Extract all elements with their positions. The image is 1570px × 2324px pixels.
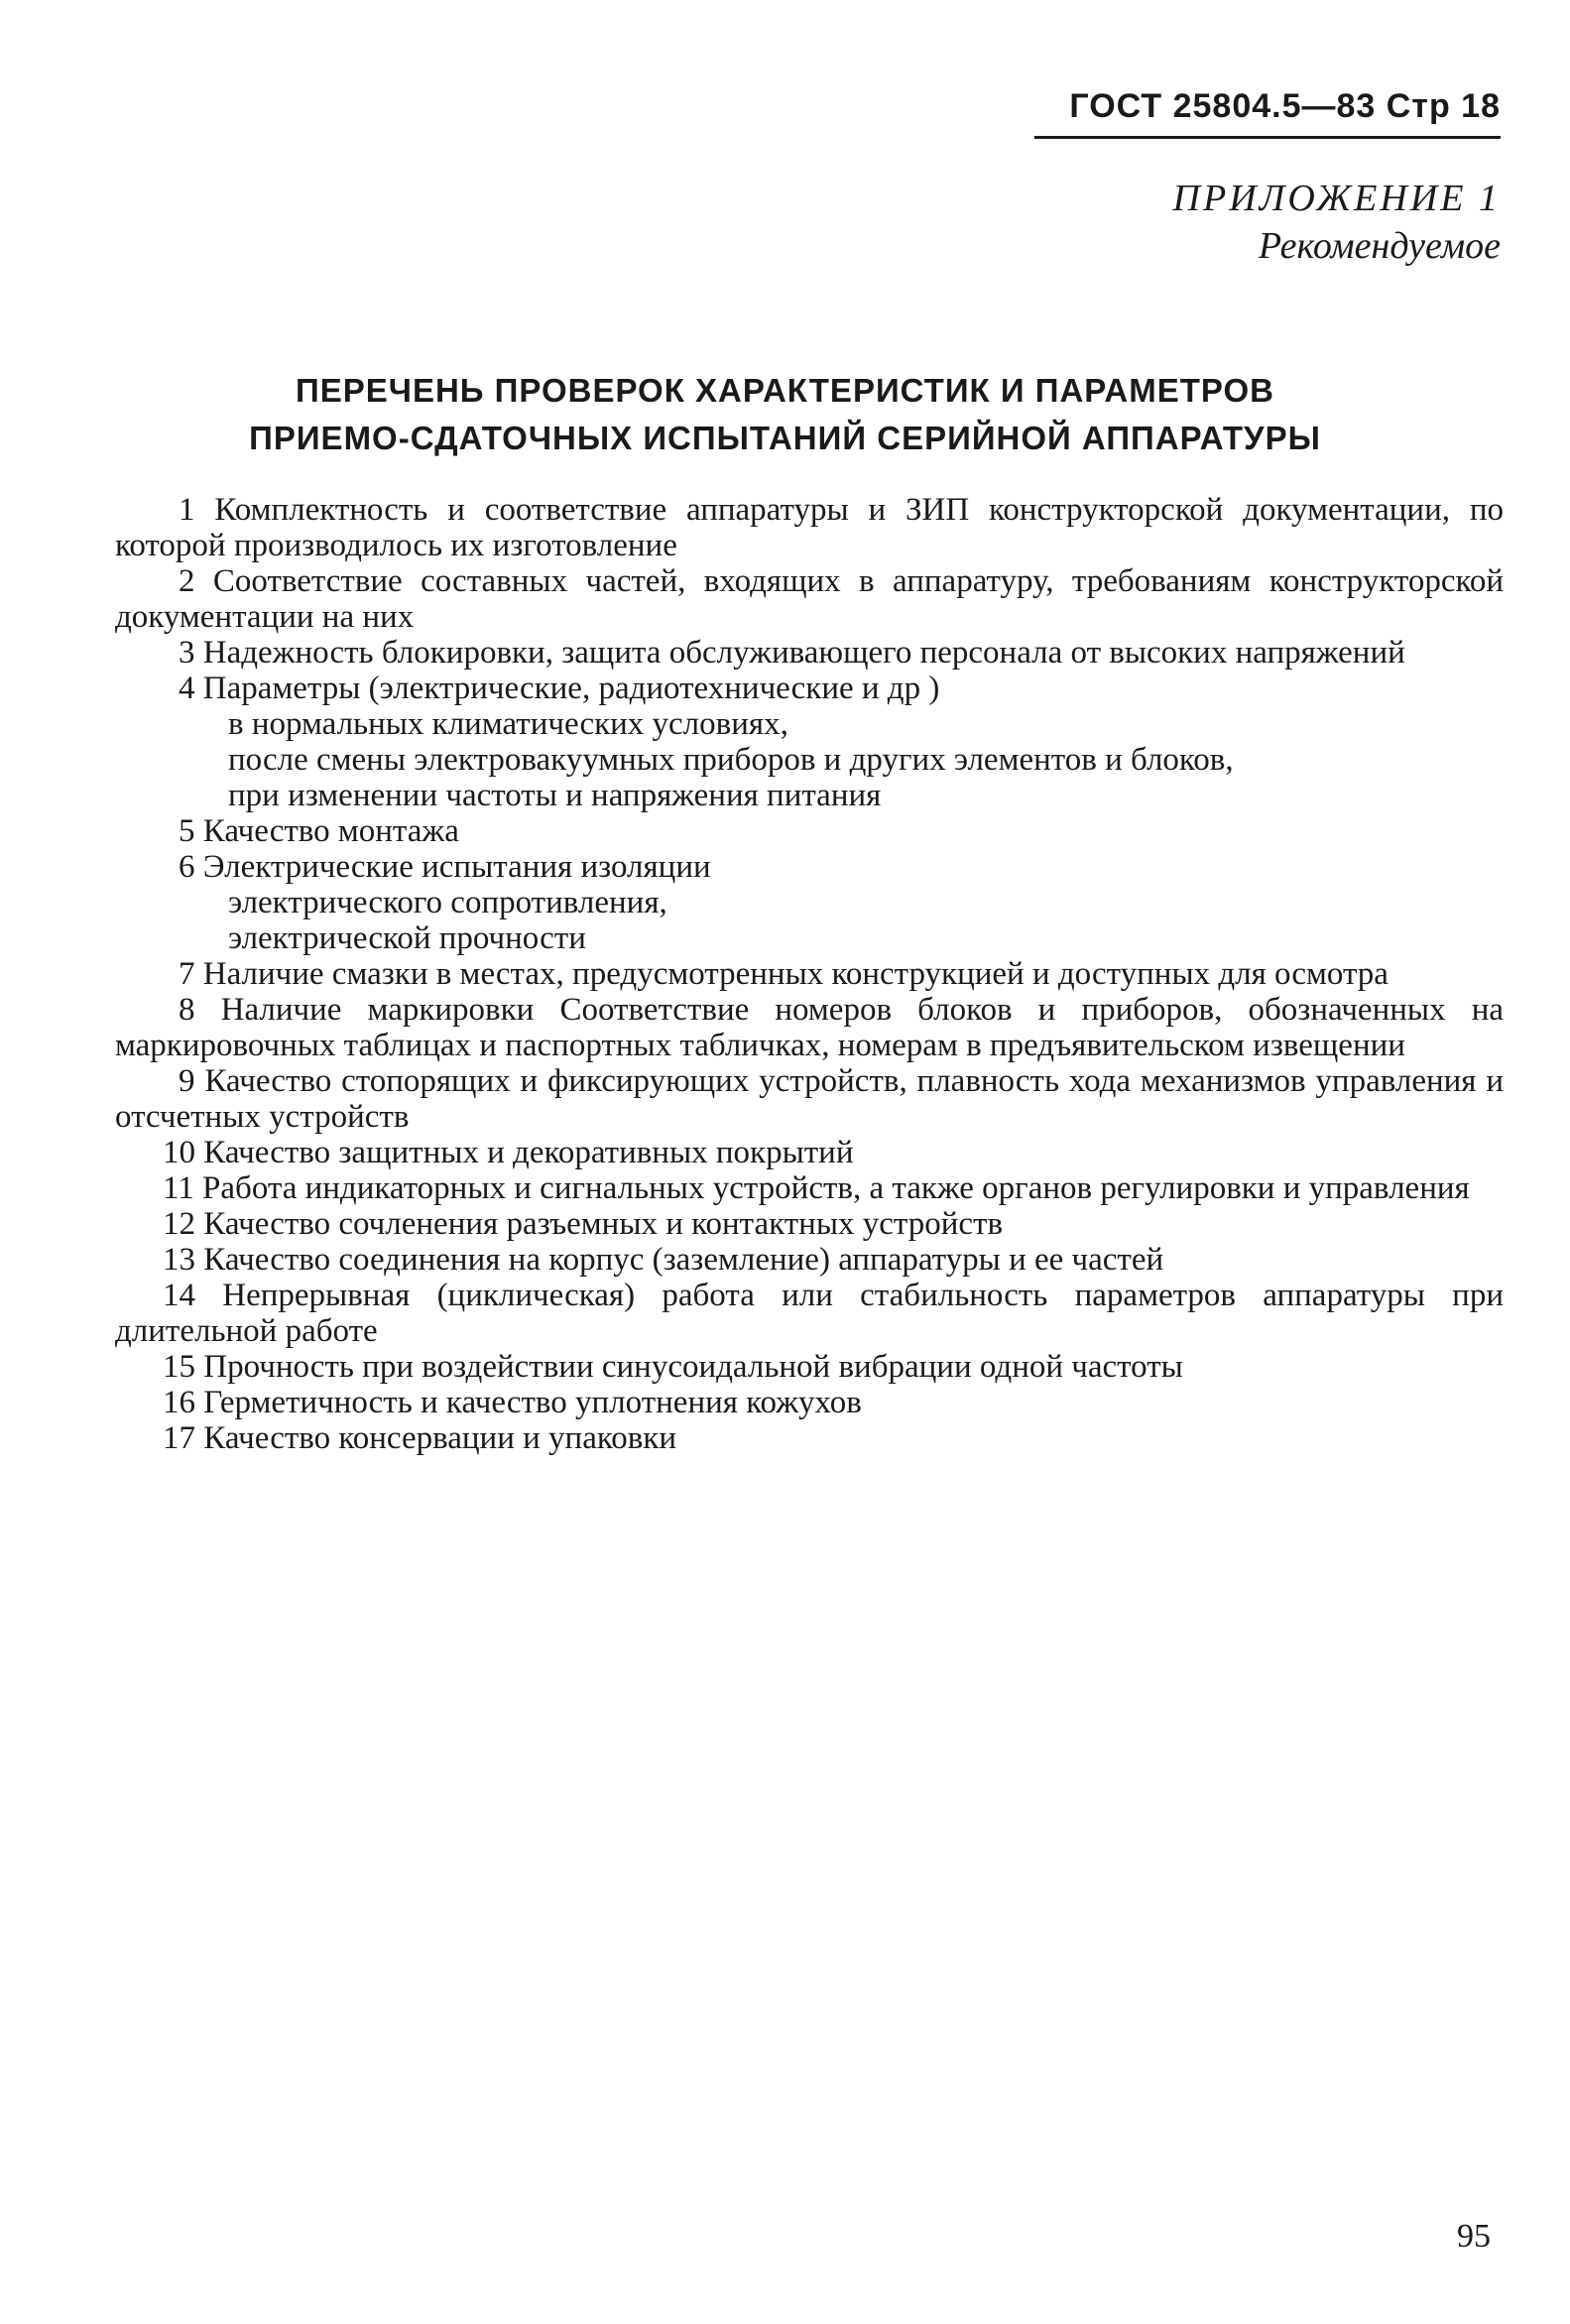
checklist-body — [115, 492, 1504, 1456]
list-item-6: 6 Электрические испытания изоляции — [179, 849, 711, 885]
title-line-2: ПРИЕМО-СДАТОЧНЫХ ИСПЫТАНИЙ СЕРИЙНОЙ АППАРАТУРЫ — [249, 420, 1321, 456]
list-item-3: 3 Надежность блокировки, защита обслуживающего персонала от высоких напряжений — [179, 635, 1405, 671]
list-item-1: 1 Комплектность и соответствие аппаратуры и ЗИП конструкторской документации, по которой производилось их изготовление — [115, 492, 1504, 563]
list-item-13: 13 Качество соединения на корпус (заземление) аппаратуры и ее частей — [163, 1242, 1164, 1278]
title-line-1: ПЕРЕЧЕНЬ ПРОВЕРОК ХАРАКТЕРИСТИК И ПАРАМЕТРОВ — [296, 372, 1274, 409]
document-title — [0, 367, 1570, 462]
list-item-9: 9 Качество стопорящих и фиксирующих устройств, плавность хода механизмов управления и отсчетных устройств — [115, 1063, 1504, 1135]
standard-reference: ГОСТ 25804.5—83 Стр 18 — [1034, 87, 1501, 139]
list-item-2: 2 Соответствие составных частей, входящих в аппаратуру, требованиям конструкторской документации на них — [115, 563, 1504, 635]
list-item-8: 8 Наличие маркировки Соответствие номеров блоков и приборов, обозначенных на маркировочных таблицах и паспортных табличках, номерам в предъявительском извещении — [115, 992, 1504, 1063]
list-item-4-sub-c: при изменении частоты и напряжения питания — [228, 778, 882, 813]
list-item-6-sub-b: электрической прочности — [228, 920, 586, 956]
page-number: 95 — [1457, 2218, 1491, 2255]
appendix-block — [1173, 175, 1501, 270]
list-item-4-sub-b: после смены электровакуумных приборов и других элементов и блоков, — [228, 742, 1234, 778]
page-header — [1034, 87, 1501, 139]
list-item-15: 15 Прочность при воздействии синусоидальной вибрации одной частоты — [163, 1349, 1183, 1385]
list-item-4: 4 Параметры (электрические, радиотехнические и др ) — [179, 671, 940, 706]
list-item-17: 17 Качество консервации и упаковки — [163, 1420, 676, 1456]
list-item-12: 12 Качество сочленения разъемных и контактных устройств — [163, 1206, 1004, 1242]
list-item-16: 16 Герметичность и качество уплотнения кожухов — [163, 1385, 862, 1420]
appendix-label: ПРИЛОЖЕНИЕ 1 — [1172, 178, 1501, 219]
list-item-6-sub-a: электрического сопротивления, — [228, 885, 667, 920]
list-item-14: 14 Непрерывная (циклическая) работа или стабильность параметров аппаратуры при длительной работе — [115, 1278, 1504, 1349]
list-item-10: 10 Качество защитных и декоративных покрытий — [163, 1135, 854, 1170]
list-item-11: 11 Работа индикаторных и сигнальных устройств, а также органов регулировки и управления — [163, 1170, 1470, 1206]
appendix-status: Рекомендуемое — [1258, 225, 1501, 267]
list-item-5: 5 Качество монтажа — [179, 813, 459, 849]
list-item-7: 7 Наличие смазки в местах, предусмотренных конструкцией и доступных для осмотра — [179, 956, 1389, 992]
list-item-4-sub-a: в нормальных климатических условиях, — [228, 706, 788, 742]
